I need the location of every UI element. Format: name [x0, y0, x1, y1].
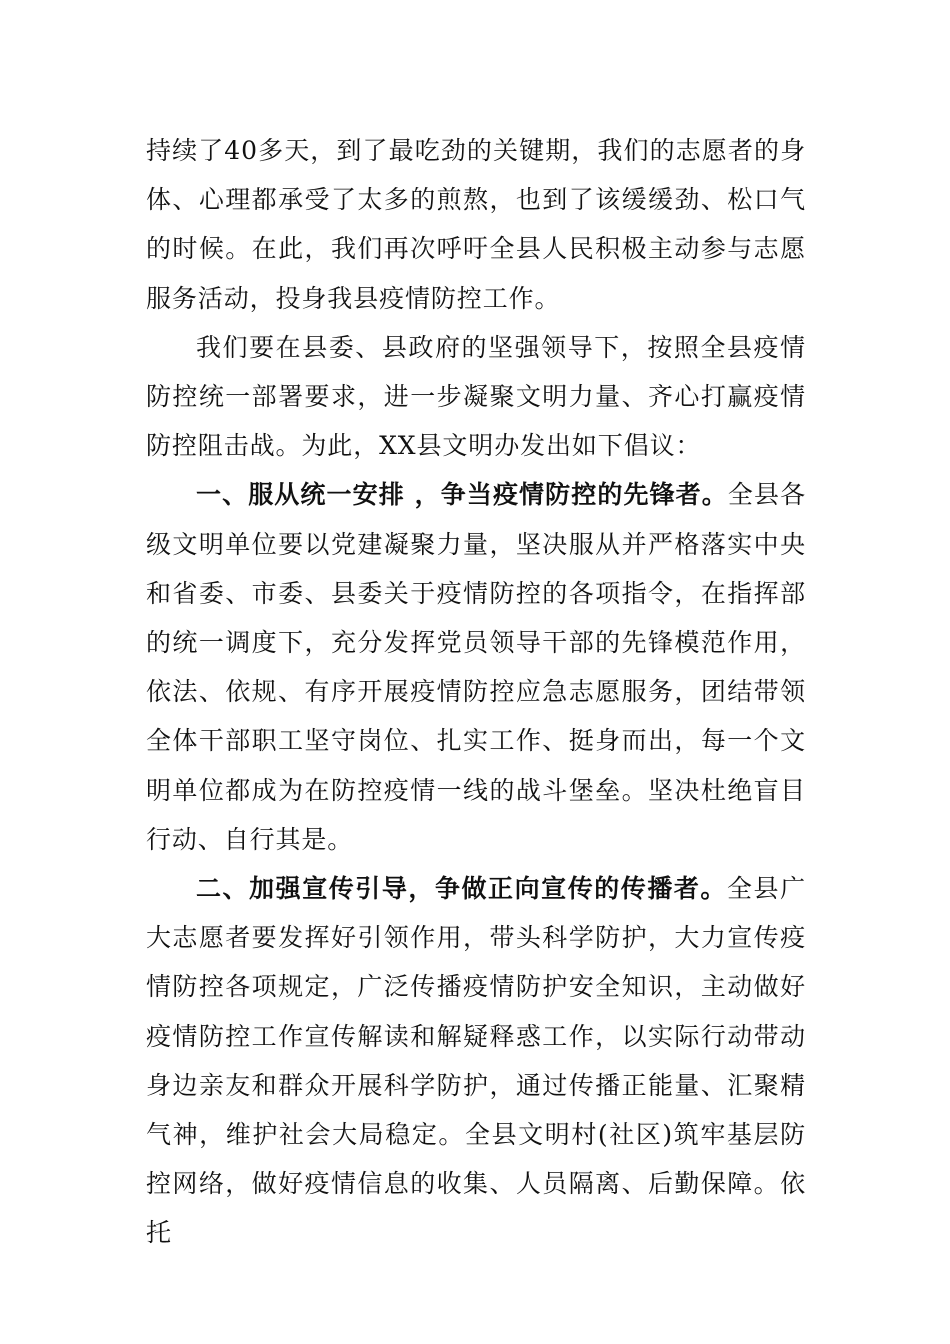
- paragraph-text: 我们要在县委、县政府的坚强领导下，按照全县疫情防控统一部署要求，进一步凝聚文明力量、齐心打赢疫情防控阻击战。为此，XX县文明办发出如下倡议：: [146, 332, 806, 461]
- paragraph-continuation: [146, 126, 806, 323]
- point-one-heading: 一、服从统一安排 ，争当疫情防控的先锋者。: [196, 480, 728, 510]
- paragraph-text: 全县各级文明单位要以党建凝聚力量，坚决服从并严格落实中央和省委、市委、县委关于疫情防控的各项指令，在指挥部的统一调度下，充分发挥党员领导干部的先锋模范作用，依法、依规、有序开展疫情防控应急志愿服务，团结带领全体干部职工坚守岗位、扎实工作、挺身而出，每一个文明单位都成为在防控疫情一线的战斗堡垒。坚决杜绝盲目行动、自行其是。: [146, 480, 806, 854]
- paragraph-proposal-intro: [146, 323, 806, 471]
- paragraph-point-two: [146, 864, 806, 1258]
- point-two-heading: 二、加强宣传引导，争做正向宣传的传播者。: [196, 874, 727, 904]
- paragraph-text: 持续了40多天，到了最吃劲的关键期，我们的志愿者的身体、心理都承受了太多的煎熬，也到了该缓缓劲、松口气的时候。在此，我们再次呼吁全县人民积极主动参与志愿服务活动，投身我县疫情防控工作。: [146, 136, 806, 313]
- paragraph-text: 全县广大志愿者要发挥好引领作用，带头科学防护，大力宣传疫情防控各项规定，广泛传播疫情防护安全知识，主动做好疫情防控工作宣传解读和解疑释惑工作，以实际行动带动身边亲友和群众开展科学防护，通过传播正能量、汇聚精气神，维护社会大局稳定。全县文明村(社区)筑牢基层防控网络，做好疫情信息的收集、人员隔离、后勤保障。依托: [146, 874, 806, 1248]
- document-body: [146, 126, 806, 1258]
- paragraph-point-one: [146, 470, 806, 864]
